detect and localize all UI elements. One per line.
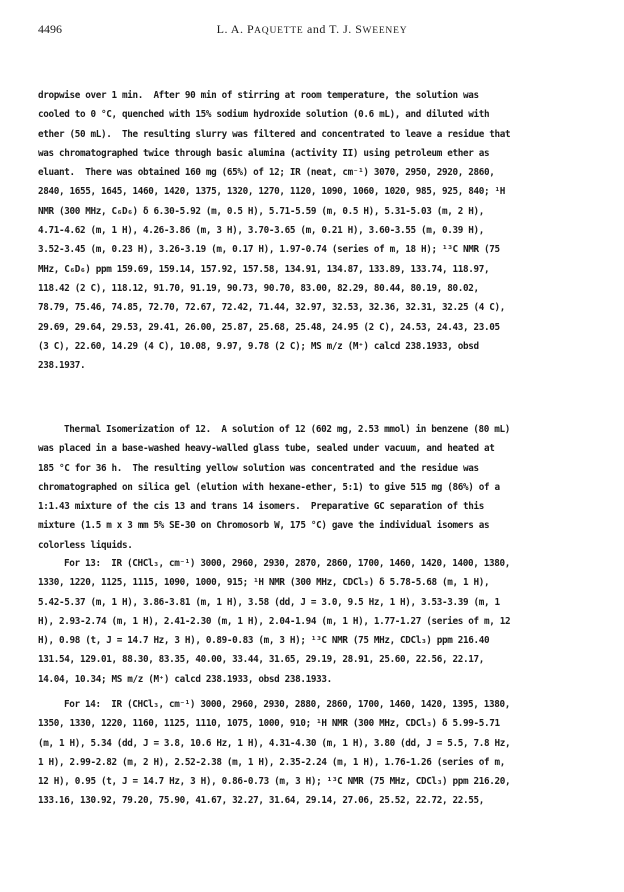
text-line: eluant. There was obtained 160 mg (65%) of 12; IR (neat, cm⁻¹) 3070, 2950, 2920, 2860, bbox=[38, 167, 495, 179]
text-line: 4.71-4.62 (m, 1 H), 4.26-3.86 (m, 3 H), 3.70-3.65 (m, 0.21 H), 3.60-3.55 (m, 0.39 H), bbox=[38, 225, 485, 237]
text-line: MHz, C₆D₆) ppm 159.69, 159.14, 157.92, 157.58, 134.91, 134.87, 133.89, 133.74, 118.97, bbox=[38, 263, 490, 275]
running-head-smallcaps: AQUETTE bbox=[254, 26, 304, 36]
text-run: A solution of 12 (602 mg, 2.53 mmol) in benzene (80 mL) bbox=[210, 424, 511, 435]
page-header bbox=[0, 22, 624, 42]
text-line: 185 °C for 36 h. The resulting yellow solution was concentrated and the residue was bbox=[38, 462, 479, 474]
text-run: For 13: IR (CHCl₃, cm⁻¹) 3000, 2960, 2930, 2870, 2860, 1700, 1460, 1420, 1400, 1380, bbox=[64, 558, 511, 569]
text-line: cooled to 0 °C, quenched with 15% sodium hydroxide solution (0.6 mL), and diluted with bbox=[38, 109, 490, 121]
text-line: 78.79, 75.46, 74.85, 72.70, 72.67, 72.42, 71.44, 32.97, 32.53, 32.36, 32.31, 32.25 (4 C), bbox=[38, 302, 506, 314]
thermal-isomerization-paragraph bbox=[38, 420, 586, 555]
text-line: 12 H), 0.95 (t, J = 14.7 Hz, 3 H), 0.86-0.73 (m, 3 H); ¹³C NMR (75 MHz, CDCl₃) ppm 216.20, bbox=[38, 776, 511, 788]
text-line: dropwise over 1 min. After 90 min of stirring at room temperature, the solution was bbox=[38, 90, 479, 101]
page-number: 4496 bbox=[38, 22, 62, 36]
running-head bbox=[0, 22, 624, 37]
compound-14-data-paragraph bbox=[38, 695, 586, 811]
section-heading: Thermal Isomerization of 12. bbox=[64, 424, 211, 435]
text-line: 118.42 (2 C), 118.12, 91.70, 91.19, 90.73, 90.70, 83.00, 82.29, 80.44, 80.19, 80.02, bbox=[38, 282, 479, 294]
text-line: 3.52-3.45 (m, 0.23 H), 3.26-3.19 (m, 0.17 H), 1.97-0.74 (series of m, 18 H); ¹³C NMR (75 bbox=[38, 244, 500, 256]
running-head-smallcaps: WEENEY bbox=[362, 26, 408, 36]
text-line: mixture (1.5 m x 3 mm 5% SE-30 on Chromosorb W, 175 °C) gave the individual isomers as bbox=[38, 520, 490, 532]
compound-13-data-paragraph bbox=[38, 554, 586, 689]
text-line: was placed in a base-washed heavy-walled glass tube, sealed under vacuum, and heated at bbox=[38, 443, 495, 455]
text-line: 1330, 1220, 1125, 1115, 1090, 1000, 915; ¹H NMR (300 MHz, CDCl₃) δ 5.78-5.68 (m, 1 H), bbox=[38, 577, 490, 589]
text-line: 1350, 1330, 1220, 1160, 1125, 1110, 1075, 1000, 910; ¹H NMR (300 MHz, CDCl₃) δ 5.99-5.71 bbox=[38, 718, 500, 730]
text-line: (3 C), 22.60, 14.29 (4 C), 10.08, 9.97, 9.78 (2 C); MS m/z (M⁺) calcd 238.1933, obsd bbox=[38, 340, 479, 352]
text-line: (m, 1 H), 5.34 (dd, J = 3.8, 10.6 Hz, 1 H), 4.31-4.30 (m, 1 H), 3.80 (dd, J = 5.5, 7.8 Hz, bbox=[38, 737, 511, 749]
text-line: 5.42-5.37 (m, 1 H), 3.86-3.81 (m, 1 H), 3.58 (dd, J = 3.0, 9.5 Hz, 1 H), 3.53-3.39 (m, 1 bbox=[38, 596, 500, 608]
text-line: was chromatographed twice through basic alumina (activity II) using petroleum ether as bbox=[38, 147, 490, 159]
text-line: 14.04, 10.34; MS m/z (M⁺) calcd 238.1933, obsd 238.1933. bbox=[38, 673, 332, 685]
text-line: H), 0.98 (t, J = 14.7 Hz, 3 H), 0.89-0.83 (m, 3 H); ¹³C NMR (75 MHz, CDCl₃) ppm 216.40 bbox=[38, 635, 490, 647]
text-line bbox=[38, 554, 586, 573]
experimental-paragraph-12 bbox=[38, 86, 586, 375]
text-line: chromatographed on silica gel (elution with hexane-ether, 5:1) to give 515 mg (86%) of a bbox=[38, 481, 500, 493]
text-run: For 14: IR (CHCl₃, cm⁻¹) 3000, 2960, 2930, 2880, 2860, 1700, 1460, 1420, 1395, 1380, bbox=[64, 699, 511, 710]
text-line: NMR (300 MHz, C₆D₆) δ 6.30-5.92 (m, 0.5 H), 5.71-5.59 (m, 0.5 H), 5.31-5.03 (m, 2 H), bbox=[38, 205, 485, 217]
text-line: 1 H), 2.99-2.82 (m, 2 H), 2.52-2.38 (m, 1 H), 2.35-2.24 (m, 1 H), 1.76-1.26 (series of m, bbox=[38, 756, 506, 768]
text-line: 238.1937. bbox=[38, 360, 86, 372]
text-line bbox=[38, 420, 586, 439]
text-line: 133.16, 130.92, 79.20, 75.90, 41.67, 32.27, 31.64, 29.14, 27.06, 25.52, 22.72, 22.55, bbox=[38, 795, 485, 807]
text-line: colorless liquids. bbox=[38, 539, 133, 551]
text-line: 1:1.43 mixture of the cis 13 and trans 14 isomers. Preparative GC separation of this bbox=[38, 501, 485, 513]
running-head-part: and T. J. S bbox=[303, 22, 363, 36]
text-line: 131.54, 129.01, 88.30, 83.35, 40.00, 33.44, 31.65, 29.19, 28.91, 25.60, 22.56, 22.17, bbox=[38, 654, 485, 666]
text-line: H), 2.93-2.74 (m, 1 H), 2.41-2.30 (m, 1 H), 2.04-1.94 (m, 1 H), 1.77-1.27 (series of m, 12 bbox=[38, 615, 511, 627]
running-head-part: L. A. P bbox=[216, 22, 255, 36]
text-line bbox=[38, 695, 586, 714]
text-line: 2840, 1655, 1645, 1460, 1420, 1375, 1320, 1270, 1120, 1090, 1060, 1020, 985, 925, 840; ¹H bbox=[38, 186, 506, 198]
text-line: ether (50 mL). The resulting slurry was filtered and concentrated to leave a residue that bbox=[38, 128, 511, 140]
text-line: 29.69, 29.64, 29.53, 29.41, 26.00, 25.87, 25.68, 25.48, 24.95 (2 C), 24.53, 24.43, 23.05 bbox=[38, 321, 500, 333]
